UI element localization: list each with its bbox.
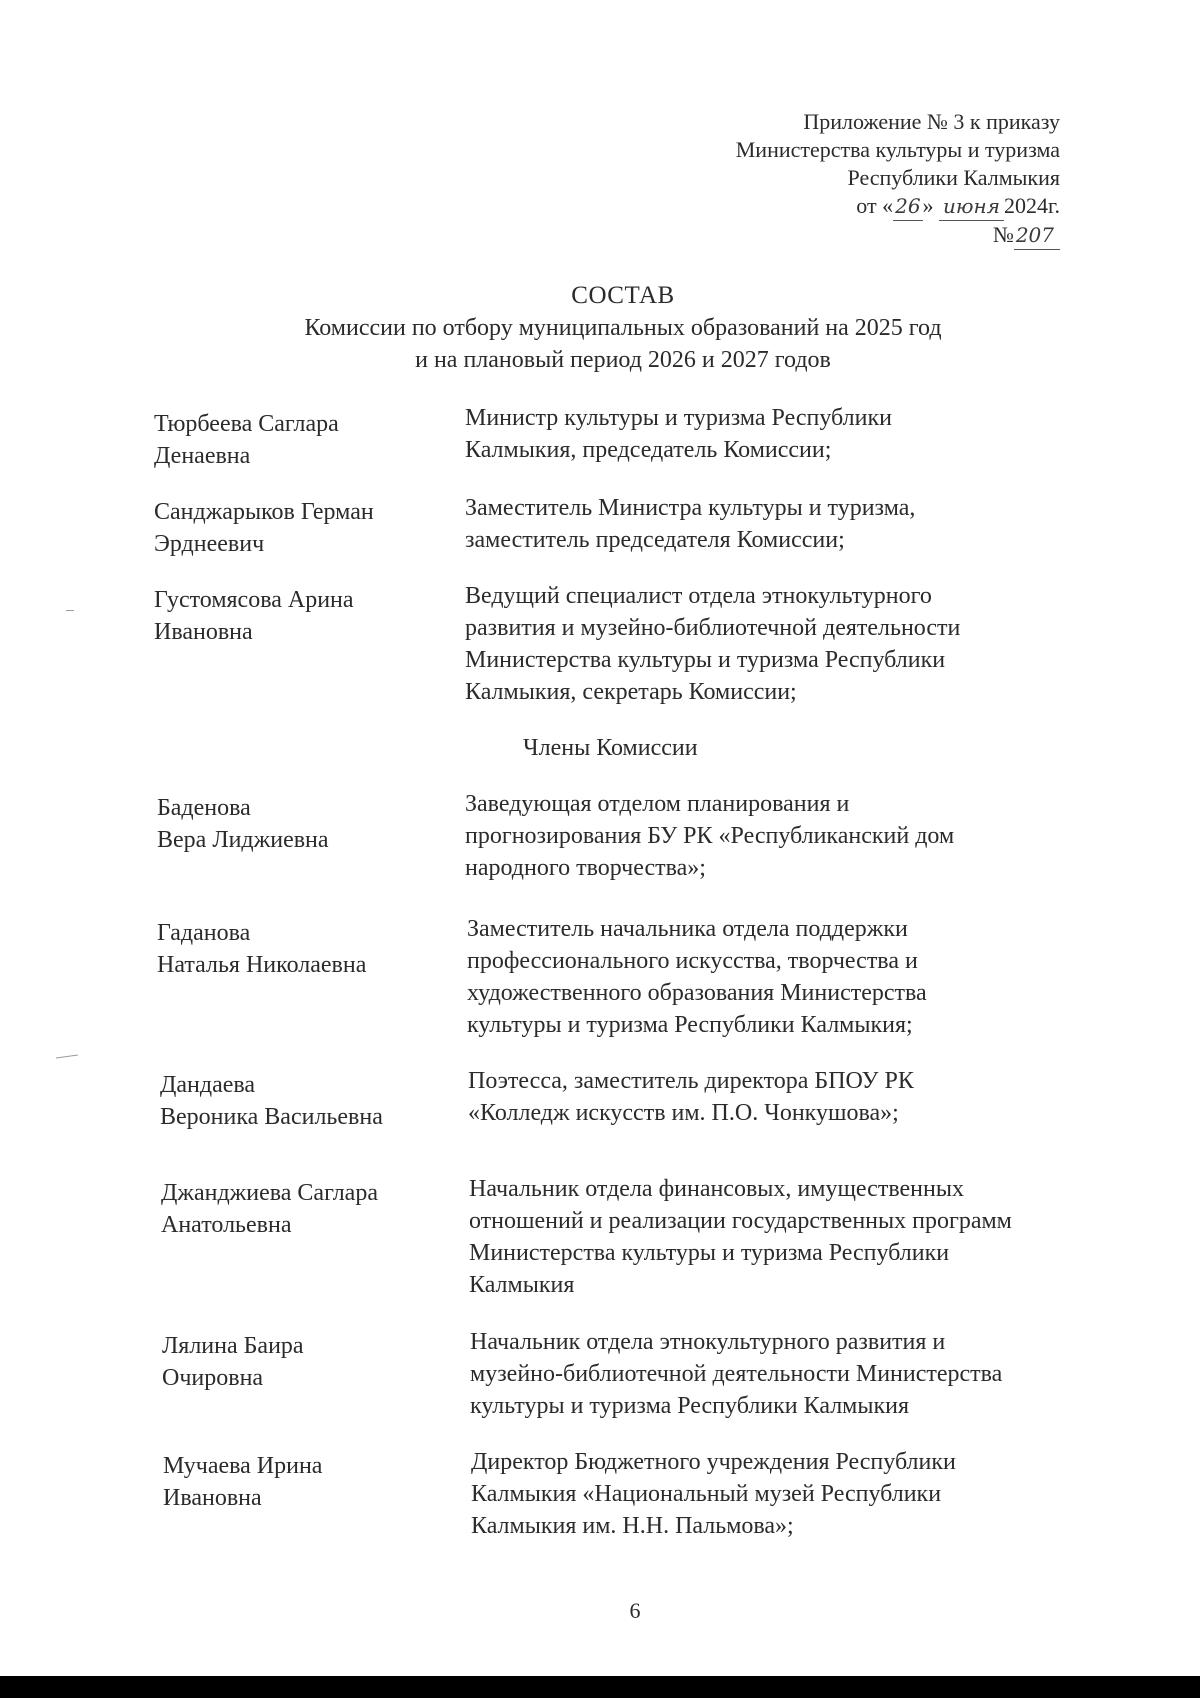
scan-edge-bar [0, 1676, 1200, 1698]
role-line: Заведующая отделом планирования и [465, 791, 850, 817]
role-line: Начальник отдела этнокультурного развития и [470, 1329, 946, 1355]
person-role [467, 913, 1117, 1041]
name-line: Ивановна [163, 1485, 262, 1511]
name-line: Санджарыков Герман [154, 499, 374, 525]
role-line: культуры и туризма Республики Калмыкия [470, 1393, 910, 1419]
person-name [162, 1330, 452, 1394]
role-line: Министерства культуры и туризма Республики [465, 647, 946, 673]
role-line: прогнозирования БУ РК «Республиканский дом [465, 823, 955, 849]
name-line: Анатольевна [161, 1212, 292, 1238]
handwritten-month: июня [939, 192, 1004, 221]
name-line: Густомясова Арина [154, 587, 354, 613]
role-line: профессионального искусства, творчества и [467, 948, 918, 974]
person-role [470, 1326, 1130, 1422]
role-line: культуры и туризма Республики Калмыкия; [467, 1012, 913, 1038]
appendix-line: Приложение № 3 к приказу [803, 109, 1060, 134]
role-line: Министр культуры и туризма Республики [465, 405, 892, 431]
role-line: Калмыкия, секретарь Комиссии; [465, 679, 797, 705]
role-line: развития и музейно-библиотечной деятельности [465, 615, 961, 641]
person-role [465, 788, 1115, 884]
name-line: Тюрбеева Саглара [154, 411, 339, 437]
person-role [465, 492, 1115, 556]
name-line: Дандаева [160, 1072, 256, 1098]
name-line: Эрднеевич [154, 531, 265, 557]
person-name [154, 496, 444, 560]
name-line: Джанджиева Саглара [161, 1180, 378, 1206]
role-line: Министерства культуры и туризма Республики [469, 1240, 950, 1266]
role-line: заместитель председателя Комиссии; [465, 527, 845, 553]
date-year: 2024г. [1003, 193, 1060, 218]
role-line: Начальник отдела финансовых, имущественных [469, 1176, 964, 1202]
date-mid: » [922, 193, 934, 218]
person-name [157, 917, 447, 981]
person-role [465, 580, 1115, 708]
person-name [157, 792, 447, 856]
appendix-line: Республики Калмыкия [847, 165, 1060, 190]
role-line: музейно-библиотечной деятельности Министерства [470, 1361, 1003, 1387]
appendix-line: Министерства культуры и туризма [735, 137, 1060, 162]
person-role [471, 1446, 1121, 1542]
handwritten-number: 207 [1014, 221, 1060, 250]
role-line: Заместитель начальника отдела поддержки [467, 916, 908, 942]
date-prefix: от « [856, 193, 894, 218]
role-line: Ведущий специалист отдела этнокультурного [465, 583, 932, 609]
title-heading: СОСТАВ [571, 282, 675, 309]
role-line: отношений и реализации государственных программ [469, 1208, 1012, 1234]
appendix-header [736, 108, 1060, 250]
person-name [154, 408, 444, 472]
title-subtitle-line: Комиссии по отбору муниципальных образований на 2025 год [304, 315, 942, 341]
document-title [0, 280, 1200, 376]
scan-speck [66, 610, 74, 611]
role-line: Калмыкия им. Н.Н. Пальмова»; [471, 1513, 794, 1539]
name-line: Лялина Баира [162, 1333, 304, 1359]
person-name [160, 1069, 450, 1133]
name-line: Гаданова [157, 920, 251, 946]
name-line: Вера Лиджиевна [157, 827, 329, 853]
role-line: «Колледж искусств им. П.О. Чонкушова»; [468, 1100, 899, 1126]
name-line: Мучаева Ирина [163, 1453, 323, 1479]
role-line: народного творчества»; [465, 855, 706, 881]
order-number [736, 221, 1060, 250]
role-line: художественного образования Министерства [467, 980, 927, 1006]
scan-speck [56, 1054, 78, 1058]
name-line: Денаевна [154, 443, 251, 469]
name-line: Наталья Николаевна [157, 952, 367, 978]
role-line: Калмыкия «Национальный музей Республики [471, 1481, 942, 1507]
role-line: Калмыкия [469, 1272, 575, 1298]
number-prefix: № [992, 222, 1014, 247]
person-role [468, 1065, 1118, 1129]
role-line: Поэтесса, заместитель директора БПОУ РК [468, 1068, 914, 1094]
person-name [154, 584, 444, 648]
title-subtitle-line: и на плановый период 2026 и 2027 годов [415, 347, 831, 373]
role-line: Заместитель Министра культуры и туризма, [465, 495, 916, 521]
person-name [163, 1450, 453, 1514]
person-name [161, 1177, 451, 1241]
name-line: Вероника Васильевна [160, 1104, 383, 1130]
role-line: Директор Бюджетного учреждения Республики [471, 1449, 956, 1475]
person-role [469, 1173, 1129, 1301]
name-line: Очировна [162, 1365, 264, 1391]
members-heading: Члены Комиссии [523, 735, 698, 761]
role-line: Калмыкия, председатель Комиссии; [465, 437, 832, 463]
order-date [736, 192, 1060, 221]
name-line: Ивановна [154, 619, 253, 645]
person-role [465, 402, 1115, 466]
page-number: 6 [629, 1598, 641, 1623]
handwritten-day: 26 [893, 192, 922, 221]
name-line: Баденова [157, 795, 251, 821]
